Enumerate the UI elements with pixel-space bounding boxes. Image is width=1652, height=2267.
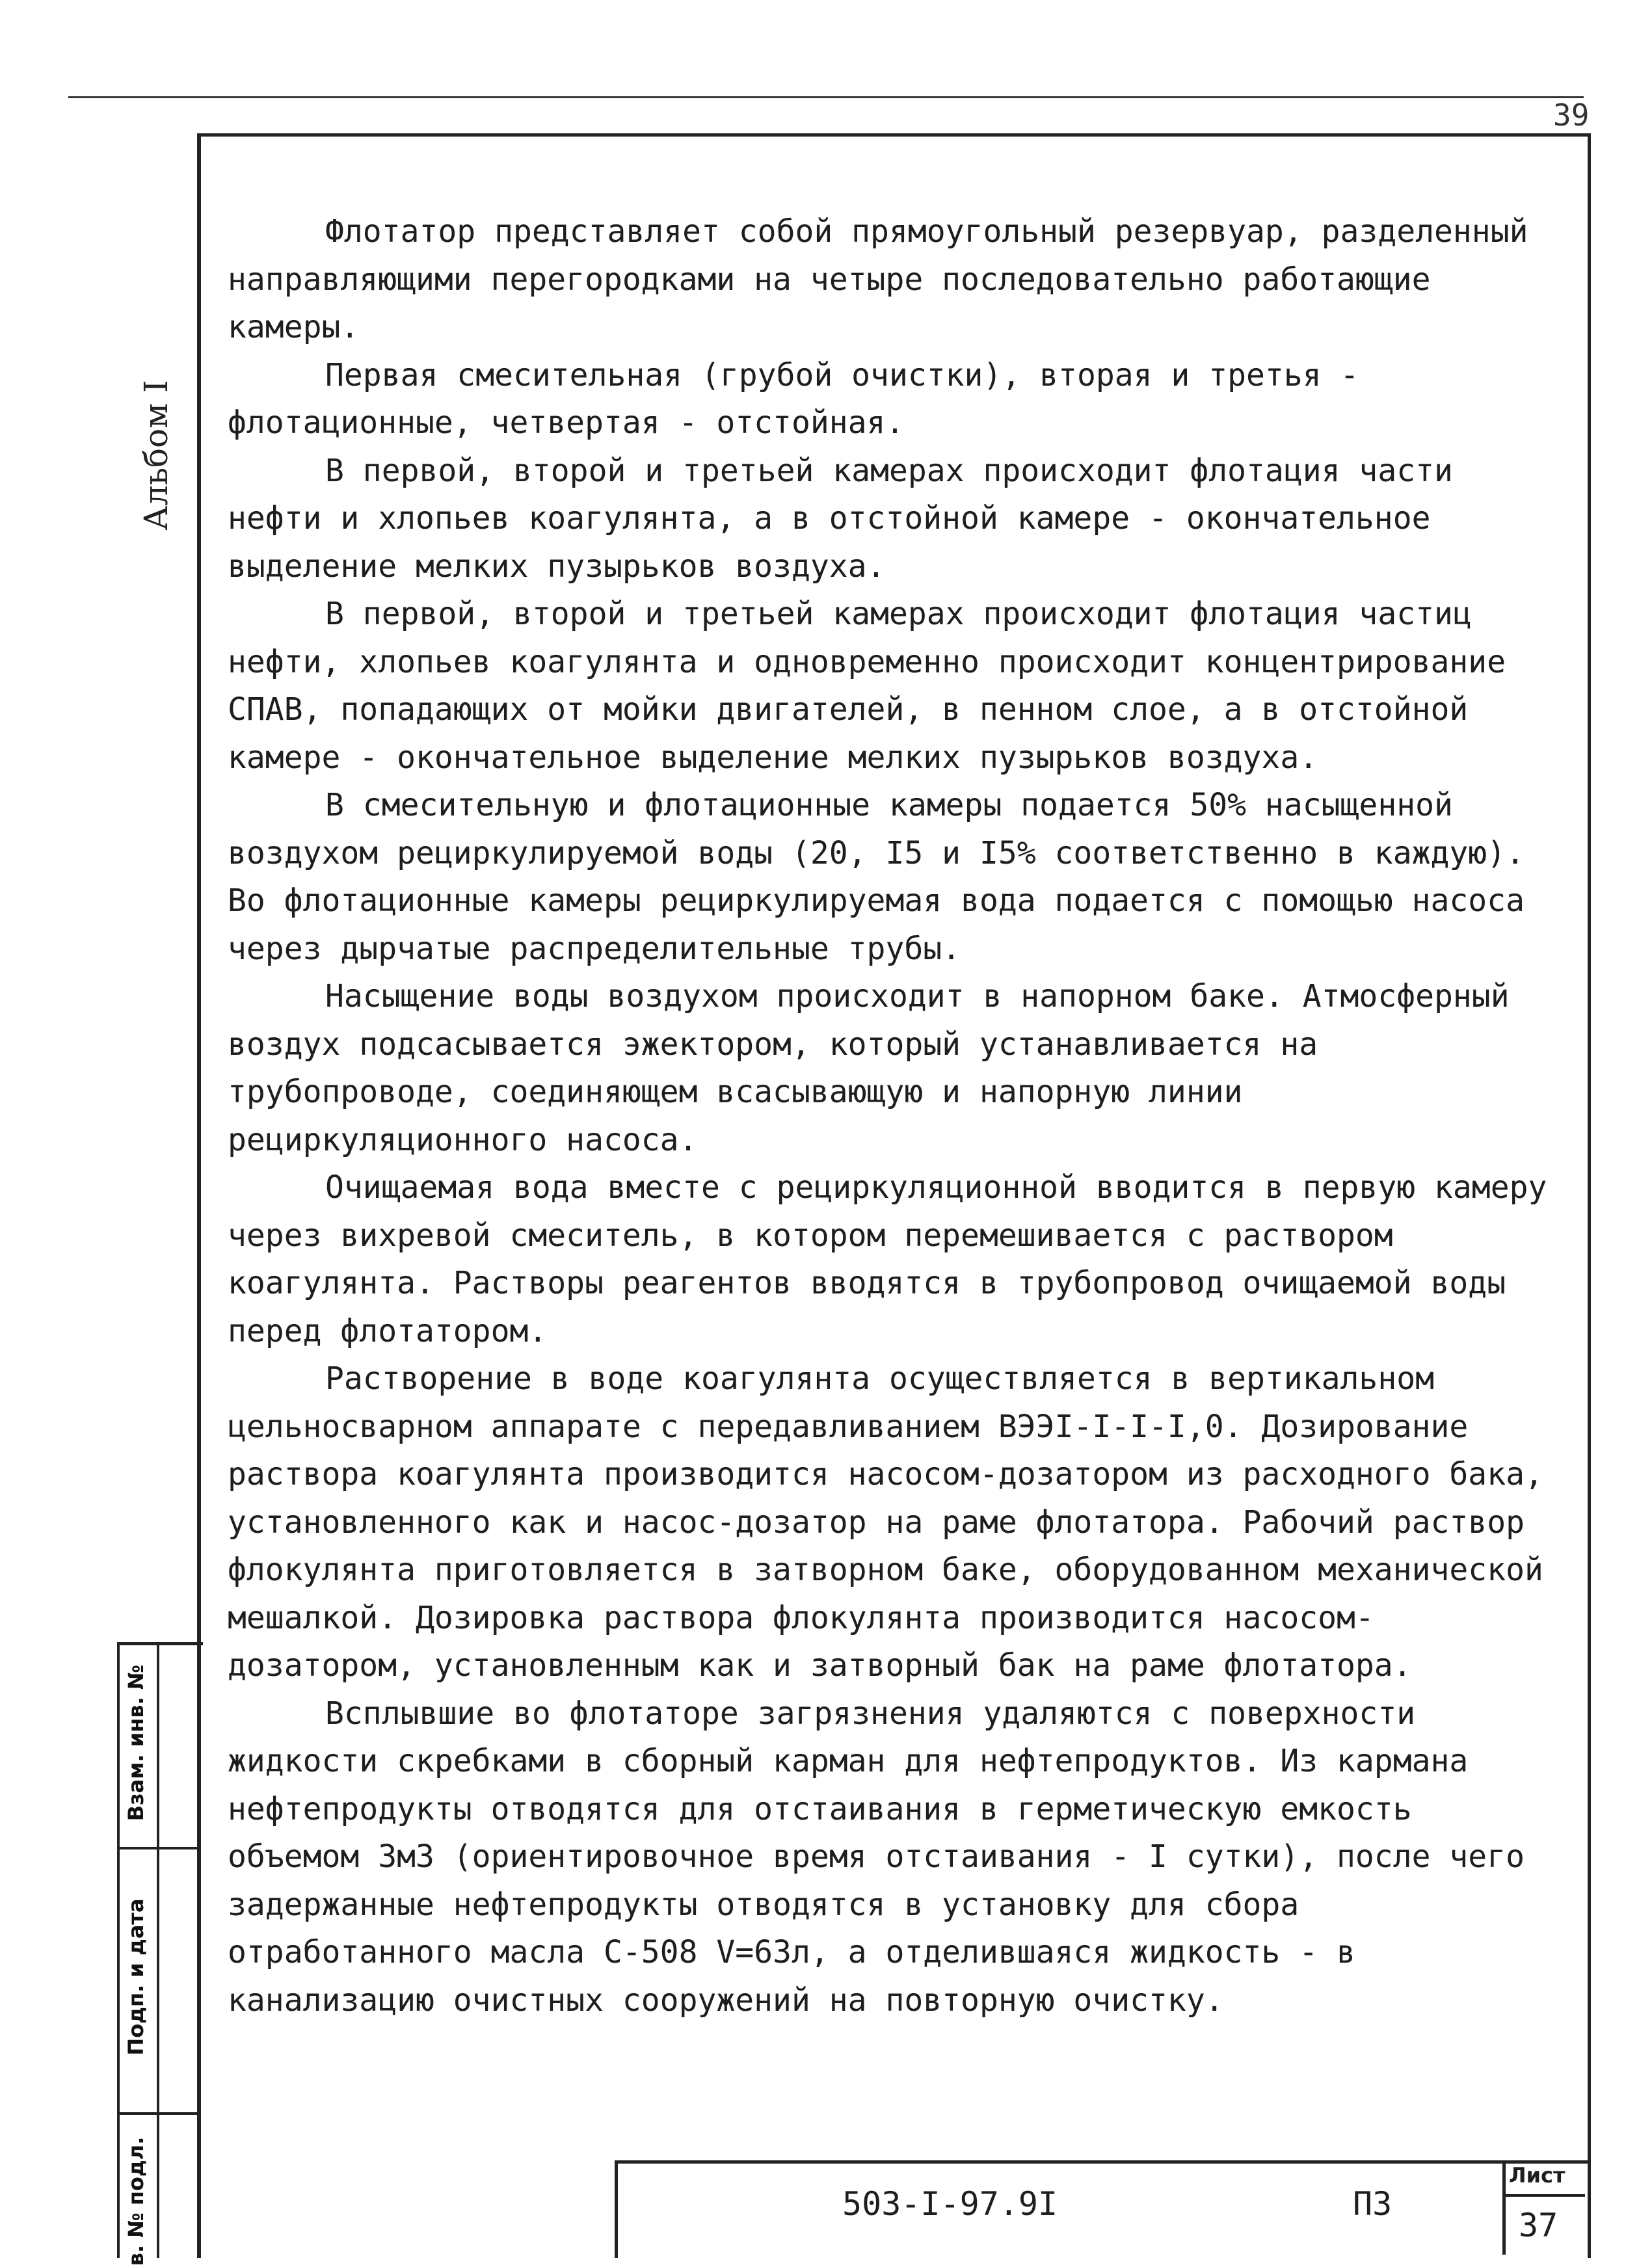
sheet-box-divider xyxy=(1506,2194,1585,2197)
title-block xyxy=(615,2160,1590,2258)
stamp-divider xyxy=(120,1847,200,1849)
paragraph: Флотатор представляет собой прямоугольный резервуар, разделенный направляющими перегородками на четыре последовательно работающие камеры. xyxy=(228,213,1528,345)
sheet-label: Лист xyxy=(1509,2163,1565,2188)
paragraph: Первая смесительная (грубой очистки), вторая и третья - флотационные, четвертая - отстойная. xyxy=(228,356,1359,441)
stamp-label-inv: в. № подл. xyxy=(124,2136,148,2266)
paragraph: Растворение в воде коагулянта осуществляется в вертикальном цельносварном аппарате с передавливанием ВЭЭI-I-I-I,0. Дозирование раствора коагулянта производится насосом-дозатором из расходного бака, установленного как и насос-дозатор на раме флотатора. Рабочий раствор флокулянта приготовляется в затворном баке, оборудованном механической мешалкой. Дозировка раствора флокулянта производится насосом-дозатором, установленным как и затворный бак на раме флотатора. xyxy=(228,1360,1543,1684)
paragraph: Очищаемая вода вместе с рециркуляционной вводится в первую камеру через вихревой смеситель, в котором перемешивается с раствором коагулянта. Растворы реагентов вводятся в трубопровод очищаемой воды перед флотатором. xyxy=(228,1169,1547,1349)
stamp-label-podp: Подп. и дата xyxy=(124,1898,148,2056)
album-label: Альбом I xyxy=(137,380,175,531)
stamp-label-vzam: Взам. инв. № xyxy=(124,1664,148,1822)
document-type: ПЗ xyxy=(1353,2185,1392,2223)
paragraph: В смесительную и флотационные камеры подается 50% насыщенной воздухом рециркулируемой воды (20, I5 и I5% соответственно в каждую). Во флотационные камеры рециркулируемая вода подается с помощью насоса через дырчатые распределительные трубы. xyxy=(228,787,1525,967)
paragraph: В первой, второй и третьей камерах происходит флотация части нефти и хлопьев коагулянта, а в отстойной камере - окончательное выделение мелких пузырьков воздуха. xyxy=(228,452,1453,585)
paragraph: В первой, второй и третьей камерах происходит флотация частиц нефти, хлопьев коагулянта и одновременно происходит концентрирование СПАВ, попадающих от мойки двигателей, в пенном слое, а в отстойной камере - окончательное выделение мелких пузырьков воздуха. xyxy=(228,596,1506,776)
paragraph: Всплывшие во флотаторе загрязнения удаляются с поверхности жидкости скребками в сборный карман для нефтепродуктов. Из кармана нефтепродукты отводятся для отстаивания в герметическую емкость объемом 3м3 (ориентировочное время отстаивания - I сутки), после чего задержанные нефтепродукты отводятся в установку для сбора отработанного масла С-508 V=63л, а отделившаяся жидкость - в канализацию очистных сооружений на повторную очистку. xyxy=(228,1695,1525,2019)
page-corner-number: 39 xyxy=(1553,98,1590,133)
body-text xyxy=(228,208,1561,2024)
paragraph: Насыщение воды воздухом происходит в напорном баке. Атмосферный воздух подсасывается эжектором, который устанавливается на трубопроводе, соединяющем всасывающую и напорную линии рециркуляционного насоса. xyxy=(228,978,1510,1158)
sheet-number: 37 xyxy=(1519,2207,1558,2244)
top-rule xyxy=(68,96,1584,98)
document-code: 503-I-97.9I xyxy=(842,2185,1058,2223)
stamp-divider xyxy=(120,2112,200,2115)
